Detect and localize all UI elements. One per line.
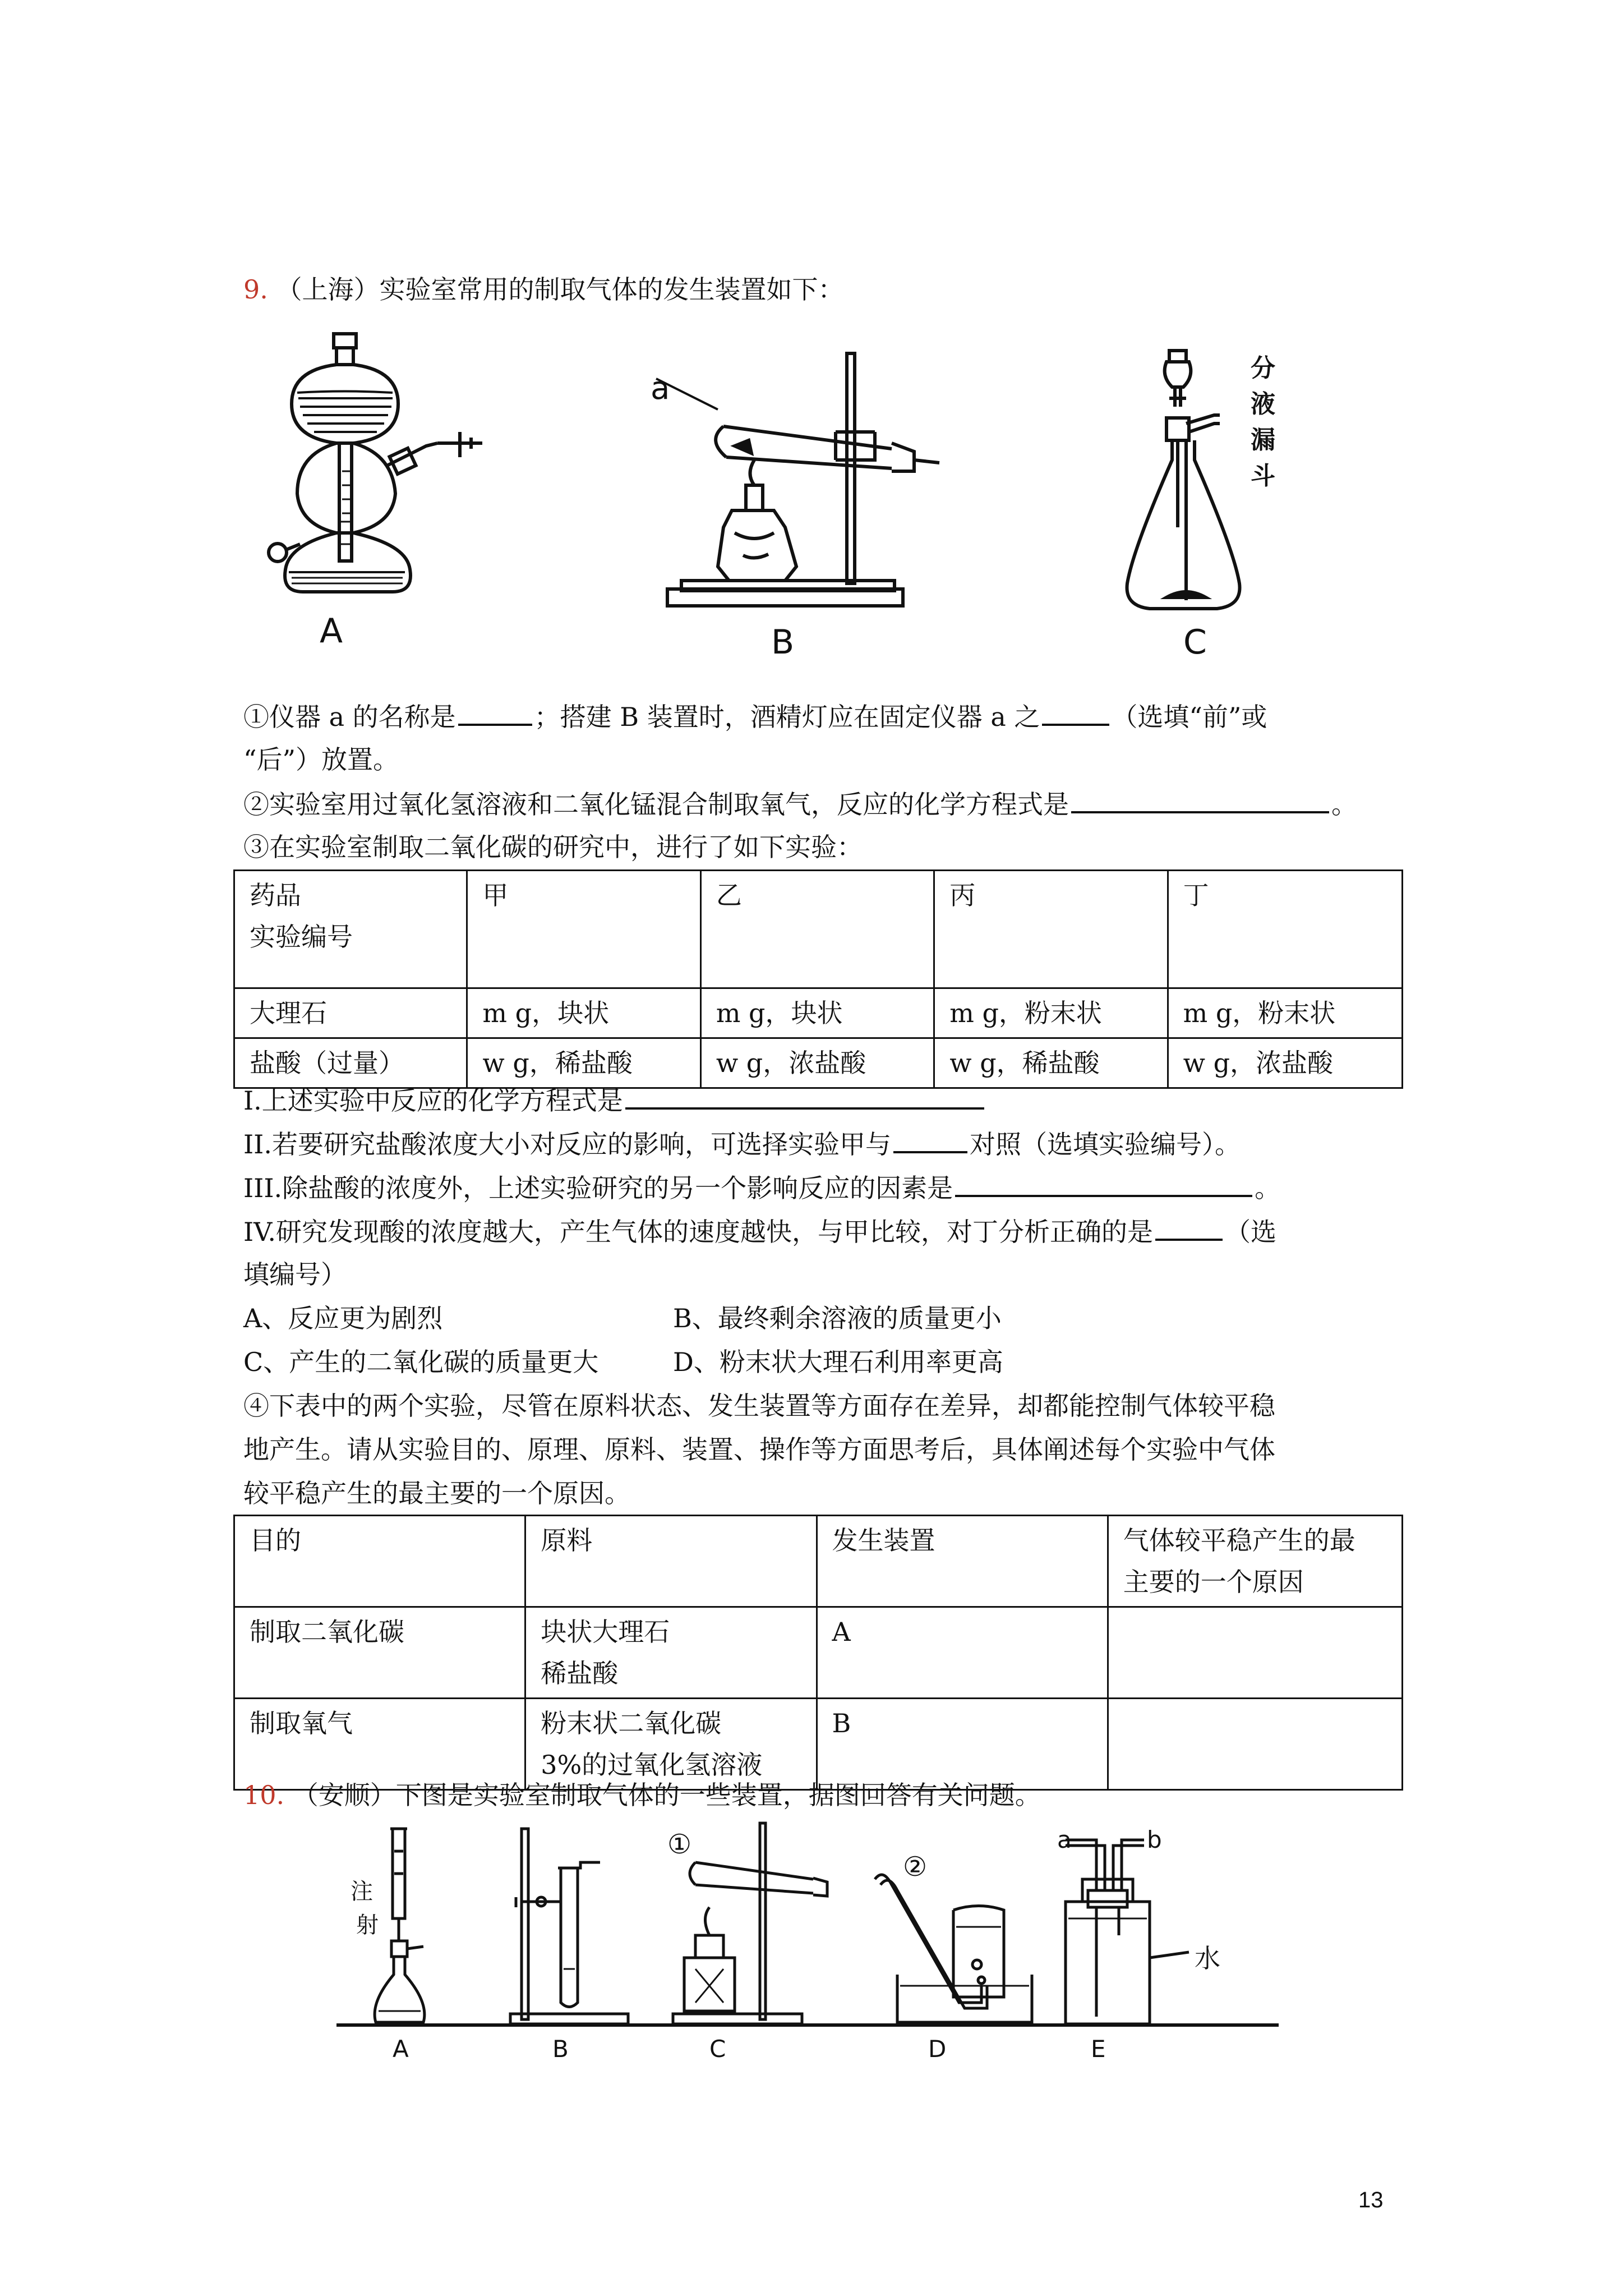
table-corner-cell [234, 871, 467, 988]
option-a: A、反应更为剧烈 [243, 1303, 443, 1333]
table-cell: 制取氧气 [234, 1699, 525, 1790]
q9-i2-text-b: 对照（选填实验编号）。 [969, 1129, 1241, 1159]
q9-table-experiments [233, 869, 1403, 1089]
q9-part4-line1: ④下表中的两个实验，尽管在原料状态、发生装置等方面存在差异，却都能控制气体较平稳 [243, 1391, 1275, 1421]
q10-label-e: E [1091, 2035, 1106, 2063]
q9-figure-a [258, 331, 494, 668]
q9-sub-iv-cont: 填编号） [243, 1259, 347, 1290]
material-line-1: 粉末状二氧化碳 [541, 1708, 722, 1738]
option-d: D、粉末状大理石利用率更高 [673, 1347, 1003, 1377]
answer-blank[interactable] [458, 699, 532, 726]
q9-p1-text-b: ；搭建 B 装置时，酒精灯应在固定仪器 a 之 [534, 702, 1040, 732]
head-line-2: 实验编号 [250, 922, 353, 952]
syringe-label-1: 注 [351, 1879, 373, 1904]
q9-i4-text-a: IV.研究发现酸的浓度越大，产生气体的速度越快，与甲比较，对丁分析正确的是 [243, 1217, 1153, 1247]
q10-label-c: C [709, 2035, 726, 2063]
table-header-row [234, 871, 1403, 988]
col-header [1108, 1516, 1402, 1607]
col-header: 丙 [934, 871, 1168, 988]
table-cell: m g，粉末状 [934, 988, 1168, 1038]
col-header: 甲 [467, 871, 700, 988]
q10-label-a: A [393, 2035, 409, 2063]
mark-2: ② [903, 1851, 928, 1883]
water-label: 水 [1195, 1943, 1220, 1973]
table-cell: A [817, 1607, 1108, 1699]
q9-p2-text: ②实验室用过氧化氢溶液和二氧化锰混合制取氧气，反应的化学方程式是 [243, 789, 1069, 820]
answer-blank[interactable] [955, 1170, 1252, 1197]
q10-figure [336, 1818, 1290, 2063]
page-number: 13 [1358, 2188, 1384, 2212]
mark-b: b [1147, 1826, 1162, 1853]
answer-blank[interactable] [1071, 786, 1329, 813]
col-header: 发生装置 [817, 1516, 1108, 1607]
table-cell: 制取二氧化碳 [234, 1607, 525, 1699]
q9-title [243, 273, 844, 306]
q9-sub-i [243, 1083, 986, 1117]
q9-part1 [243, 699, 1267, 734]
answer-cell[interactable] [1108, 1607, 1402, 1699]
header-line-1: 气体较平稳产生的最 [1123, 1525, 1355, 1556]
mark-1: ① [667, 1829, 692, 1860]
q9-figure-b [651, 342, 976, 662]
q9-part3: ③在实验室制取二氧化碳的研究中，进行了如下实验： [243, 832, 863, 862]
row-label: 盐酸（过量） [234, 1038, 467, 1088]
table-cell: w g，浓盐酸 [700, 1038, 934, 1088]
answer-blank[interactable] [625, 1083, 984, 1110]
table-cell: w g，稀盐酸 [467, 1038, 700, 1088]
q9-sub-iv [243, 1214, 1276, 1249]
q9-number: 9. [243, 274, 268, 305]
table-cell: w g，浓盐酸 [1168, 1038, 1402, 1088]
answer-cell[interactable] [1108, 1699, 1402, 1790]
q10-number: 10. [243, 1780, 285, 1810]
q10-title [243, 1778, 1041, 1812]
q9-part4-line3: 较平稳产生的最主要的一个原因。 [243, 1478, 630, 1508]
fig-c-funnel-label: 分液漏斗 [1251, 354, 1275, 490]
q9-i3-text-b: 。 [1255, 1173, 1281, 1203]
syringe-label-2: 射 [356, 1912, 379, 1938]
q9-p1-text-a: ①仪器 a 的名称是 [243, 702, 456, 732]
col-header: 原料 [525, 1516, 817, 1607]
option-c: C、产生的二氧化碳的质量更大 [243, 1347, 599, 1377]
q9-p1-text-c: （选填“前”或 [1112, 702, 1267, 732]
col-header: 目的 [234, 1516, 525, 1607]
answer-blank[interactable] [1155, 1214, 1223, 1241]
q10-title-text: （安顺）下图是实验室制取气体的一些装置，据图回答有关问题。 [292, 1780, 1041, 1810]
material-line-1: 块状大理石 [541, 1617, 670, 1647]
q9-sub-iii [243, 1170, 1280, 1205]
col-header: 丁 [1168, 871, 1402, 988]
q9-i3-text-a: III.除盐酸的浓度外，上述实验研究的另一个影响反应的因素是 [243, 1173, 953, 1203]
fig-a-label: A [320, 611, 343, 651]
option-b: B、最终剩余溶液的质量更小 [673, 1303, 1002, 1333]
table-row [234, 1699, 1403, 1790]
q9-title-text: （上海）实验室常用的制取气体的发生装置如下： [276, 274, 844, 305]
q9-part4-line2: 地产生。请从实验目的、原理、原料、装置、操作等方面思考后，具体阐述每个实验中气体 [243, 1434, 1275, 1465]
answer-blank[interactable] [893, 1126, 967, 1153]
table-cell: m g，块状 [467, 988, 700, 1038]
q10-label-b: B [552, 2035, 569, 2063]
table-header-row [234, 1516, 1403, 1607]
table-cell: m g，块状 [700, 988, 934, 1038]
answer-blank[interactable] [1042, 699, 1109, 726]
q9-i4-text-b: （选 [1224, 1217, 1276, 1247]
q9-part1-cont: “后”）放置。 [243, 744, 399, 775]
material-line-2: 稀盐酸 [541, 1658, 619, 1688]
q9-p2-end: 。 [1331, 789, 1357, 820]
table-cell [525, 1607, 817, 1699]
q9-part2 [243, 786, 1357, 821]
table-cell: m g，粉末状 [1168, 988, 1402, 1038]
table-cell [525, 1699, 817, 1790]
fig-c-label: C [1183, 623, 1207, 662]
material-line-2: 3%的过氧化氢溶液 [541, 1750, 763, 1780]
q9-sub-ii [243, 1126, 1241, 1161]
row-label: 大理石 [234, 988, 467, 1038]
table-cell: B [817, 1699, 1108, 1790]
header-line-2: 主要的一个原因 [1123, 1567, 1304, 1597]
table-row [234, 1038, 1403, 1088]
col-header: 乙 [700, 871, 934, 988]
fig-b-label: B [771, 623, 795, 662]
q9-figure-c [1116, 342, 1275, 662]
q9-i2-text-a: II.若要研究盐酸浓度大小对反应的影响，可选择实验甲与 [243, 1129, 891, 1159]
q10-label-d: D [928, 2035, 947, 2063]
table-cell: w g，稀盐酸 [934, 1038, 1168, 1088]
head-line-1: 药品 [250, 880, 301, 910]
fig-b-a-label: a [651, 370, 670, 407]
mark-a: a [1057, 1826, 1072, 1853]
table-row [234, 988, 1403, 1038]
q9-table-gas [233, 1515, 1403, 1791]
table-row [234, 1607, 1403, 1699]
q9-i1-text: I.上述实验中反应的化学方程式是 [243, 1085, 623, 1116]
